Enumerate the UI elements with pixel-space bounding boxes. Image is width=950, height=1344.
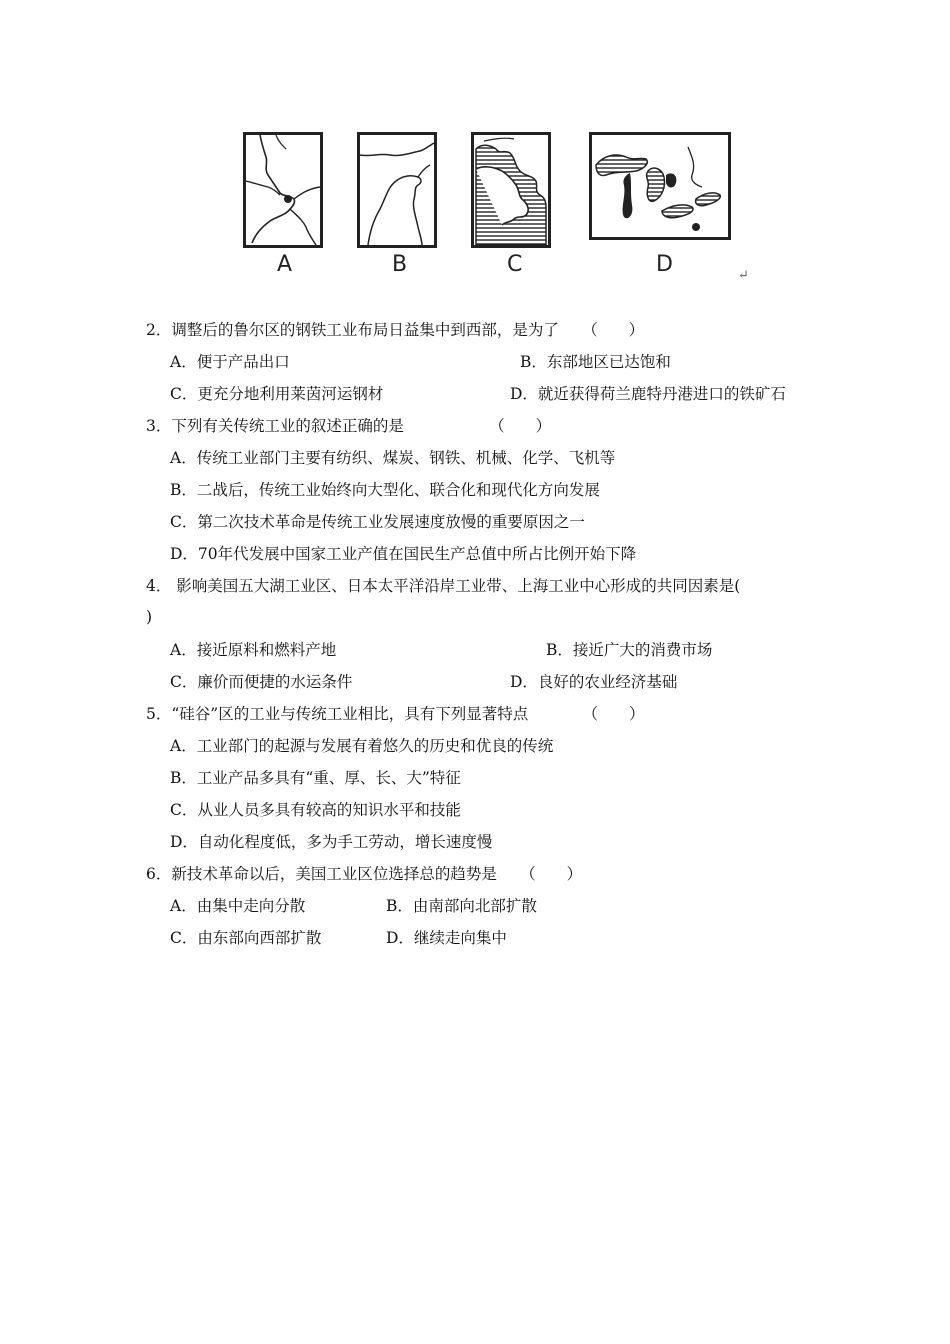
q6-option-a: A．由集中走向分散 [170,897,306,915]
map-c-outline [474,135,548,245]
question-6: 6．新技术革命以后，美国工业区位选择总的趋势是 （ ） [146,865,583,883]
q4-option-b: B．接近广大的消费市场 [546,641,713,659]
map-label-b: B [392,252,408,277]
question-4: 4． 影响美国五大湖工业区、日本太平洋沿岸工业带、上海工业中心形成的共同因素是( [146,577,741,595]
q3-option-b: B．二战后，传统工业始终向大型化、联合化和现代化方向发展 [170,481,600,499]
q4-option-a: A．接近原料和燃料产地 [170,641,337,659]
map-b [357,132,437,248]
map-d-outline [592,135,728,237]
map-label-c: C [507,252,523,277]
q4-option-d: D．良好的农业经济基础 [510,673,678,691]
question-2: 2．调整后的鲁尔区的钢铁工业布局日益集中到西部，是为了 （ ） [146,321,645,339]
q5-option-a: A．工业部门的起源与发展有着悠久的历史和优良的传统 [170,737,554,755]
q5-option-d: D．自动化程度低，多为手工劳动，增长速度慢 [170,833,493,851]
q2-option-a: A．便于产品出口 [170,353,290,371]
q2-option-b: B．东部地区已达饱和 [520,353,671,371]
q2-option-d: D．就近获得荷兰鹿特丹港进口的铁矿石 [510,385,786,403]
q3-option-d: D．70年代发展中国家工业产值在国民生产总值中所占比例开始下降 [170,545,637,563]
map-a [243,132,323,248]
q6-option-c: C．由东部向西部扩散 [170,929,322,947]
q5-option-c: C．从业人员多具有较高的知识水平和技能 [170,801,461,819]
q4-option-c: C．廉价而便捷的水运条件 [170,673,353,691]
q3-option-c: C．第二次技术革命是传统工业发展速度放慢的重要原因之一 [170,513,585,531]
map-label-a: A [277,252,293,277]
q6-option-d: D．继续走向集中 [386,929,507,947]
question-4-continuation: ) [146,608,153,626]
q5-option-b: B．工业产品多具有“重、厚、长、大”特征 [170,769,461,787]
map-label-d: D [656,252,673,277]
map-d [589,132,731,240]
map-figure [240,128,760,288]
question-3: 3．下列有关传统工业的叙述正确的是 （ ） [146,417,552,435]
q6-option-b: B．由南部向北部扩散 [386,897,537,915]
question-5: 5．“硅谷”区的工业与传统工业相比，具有下列显著特点 （ ） [146,705,645,723]
paragraph-mark: ↵ [738,268,749,283]
q3-option-a: A．传统工业部门主要有纺织、煤炭、钢铁、机械、化学、飞机等 [170,449,616,467]
map-c [471,132,551,248]
map-b-outline [360,135,434,245]
q2-option-c: C．更充分地利用莱茵河运钢材 [170,385,384,403]
map-a-outline [246,135,320,245]
